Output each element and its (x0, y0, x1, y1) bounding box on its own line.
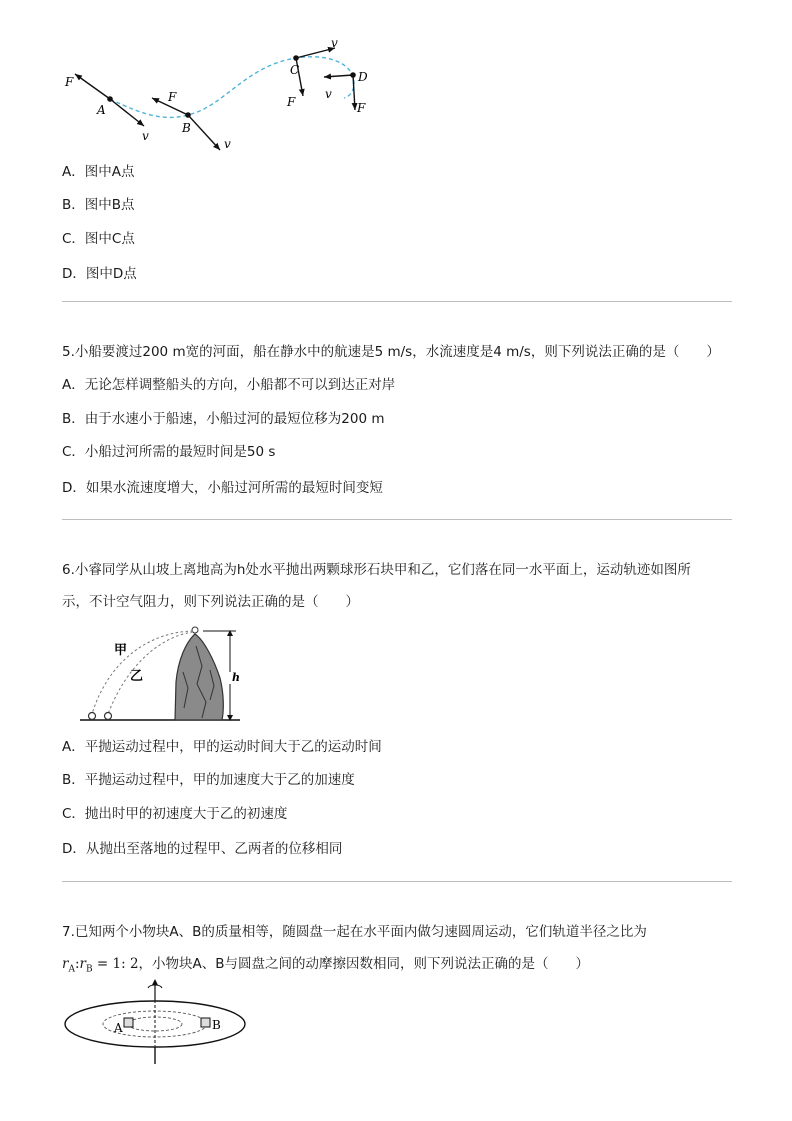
block-b (201, 1018, 210, 1027)
q5-option-c: C．小船过河所需的最短时间是50 s (62, 444, 276, 460)
q7-stem-line-2: $r_A:r_B = 1$: 2，小物块A、B与圆盘之间的动摩擦因数相同，则下列说法正确的是（ ） (62, 956, 590, 975)
velocity-arrow-a (110, 99, 144, 126)
divider (62, 519, 732, 520)
force-arrow-a (75, 74, 110, 99)
label-d: D (358, 70, 368, 84)
label-yi: 乙 (130, 669, 144, 684)
label-a: A (97, 103, 106, 117)
q4-option-b: B．图中B点 (62, 197, 135, 213)
block-a (124, 1018, 133, 1027)
label-v-b: v (224, 137, 231, 151)
velocity-arrow-d (324, 75, 353, 77)
q4-option-a: A．图中A点 (62, 164, 135, 180)
label-f-d: F (357, 101, 366, 115)
q5-stem: 5.小船要渡过200 m宽的河面，船在静水中的航速是5 m/s，水流速度是4 m/s，则下列说法正确的是（ ） (62, 344, 720, 360)
label-v-c: v (331, 36, 338, 50)
q4-trajectory-figure (60, 36, 390, 156)
divider (62, 301, 732, 302)
label-v-a: v (142, 129, 149, 143)
label-f-b: F (168, 90, 177, 104)
label-h: h (232, 671, 240, 684)
label-b: B (212, 1018, 221, 1032)
divider (62, 881, 732, 882)
q6-option-b: B．平抛运动过程中，甲的加速度大于乙的加速度 (62, 772, 355, 788)
label-a: A (114, 1021, 123, 1035)
q7-stem-line-1: 7.已知两个小物块A、B的质量相等，随圆盘一起在水平面内做匀速圆周运动，它们轨道半径之比为 (62, 924, 647, 940)
label-b: B (182, 121, 191, 135)
stone-jia (89, 713, 96, 720)
q5-option-a: A．无论怎样调整船头的方向，小船都不可以到达正对岸 (62, 377, 396, 393)
q6-option-a: A．平抛运动过程中，甲的运动时间大于乙的运动时间 (62, 739, 382, 755)
q6-stem-line-2: 示，不计空气阻力，则下列说法正确的是（ ） (62, 594, 359, 610)
q5-option-d: D．如果水流速度增大，小船过河所需的最短时间变短 (62, 480, 383, 496)
label-c: C (290, 63, 300, 77)
q6-option-d: D．从抛出至落地的过程甲、乙两者的位移相同 (62, 841, 343, 857)
q6-stem-line-1: 6.小睿同学从山坡上离地高为h处水平抛出两颗球形石块甲和乙，它们落在同一水平面上，运动轨迹如图所 (62, 562, 691, 578)
label-f-c: F (287, 95, 296, 109)
q4-option-c: C．图中C点 (62, 231, 135, 247)
q4-option-d: D．图中D点 (62, 266, 137, 282)
force-arrow-d (353, 75, 355, 110)
q7-disk-figure (62, 978, 252, 1066)
label-f-a: F (65, 75, 74, 89)
q5-option-b: B．由于水速小于船速，小船过河的最短位移为200 m (62, 411, 385, 427)
q6-projectile-figure (78, 622, 248, 726)
q6-option-c: C．抛出时甲的初速度大于乙的初速度 (62, 806, 288, 822)
ratio-expression: $r_A:r_B = 1$: 2 (62, 956, 139, 975)
velocity-arrow-b (188, 115, 220, 150)
trajectory-curve (110, 57, 354, 118)
label-v-d: v (325, 87, 332, 101)
label-jia: 甲 (114, 643, 128, 658)
stone-yi (105, 713, 112, 720)
